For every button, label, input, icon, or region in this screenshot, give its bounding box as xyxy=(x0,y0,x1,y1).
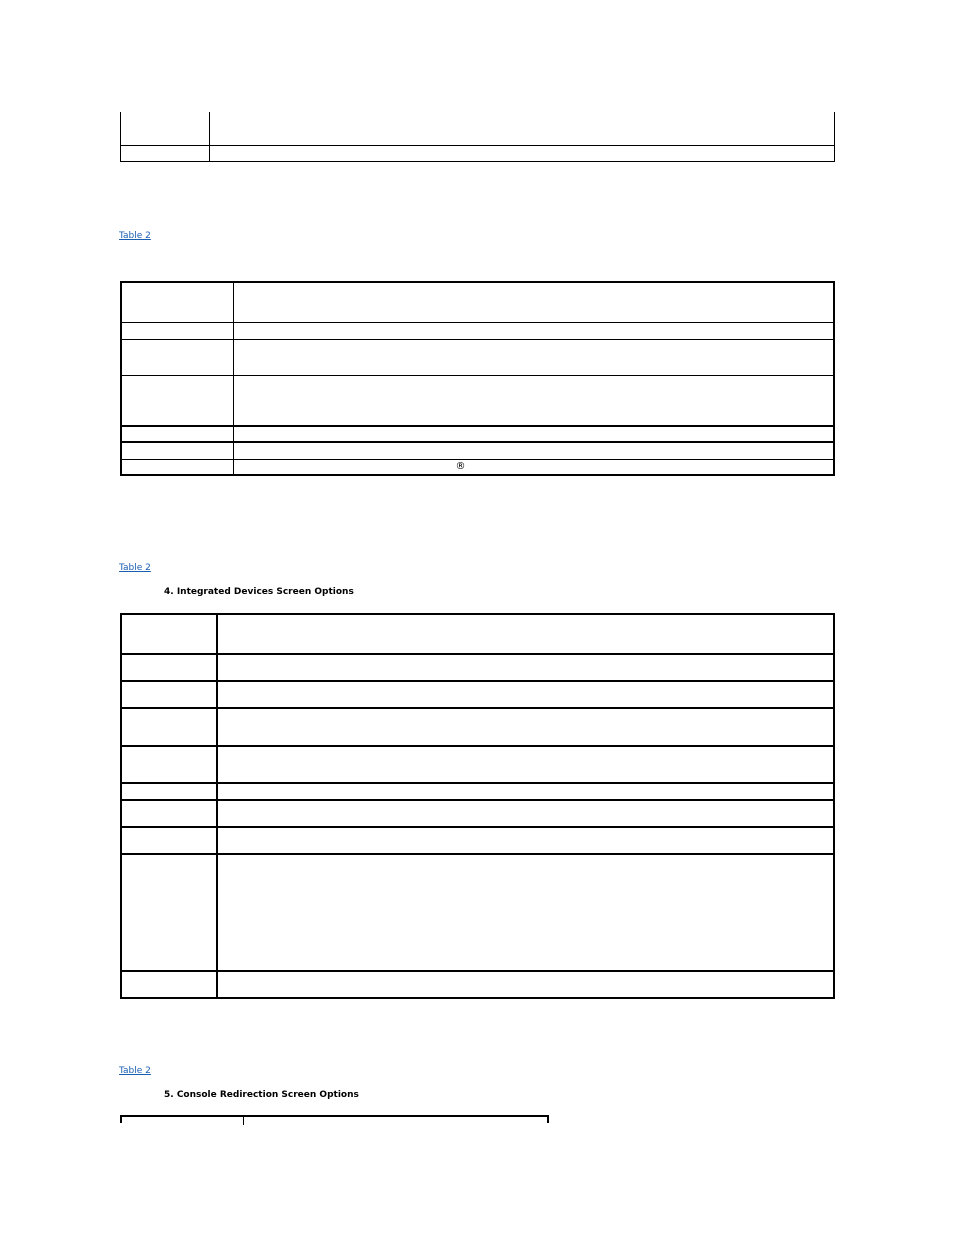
caption-integrated-devices: 4. Integrated Devices Screen Options xyxy=(164,587,354,597)
table-row xyxy=(121,322,834,339)
registered-symbol: ® xyxy=(455,460,466,472)
table-2-link[interactable]: Table 2 xyxy=(119,563,151,573)
table-row xyxy=(121,827,834,854)
table-cell xyxy=(210,112,835,145)
table-row xyxy=(121,614,834,654)
table-row xyxy=(121,654,834,681)
table-row xyxy=(121,375,834,426)
caption-console-redirection: 5. Console Redirection Screen Options xyxy=(164,1090,359,1100)
table-2-link[interactable]: Table 2 xyxy=(119,1066,151,1076)
table-row xyxy=(121,783,834,800)
table-cell xyxy=(121,145,210,161)
options-table-2 xyxy=(120,281,835,476)
table-row xyxy=(121,681,834,708)
table-row xyxy=(121,708,834,746)
table-row xyxy=(121,282,834,322)
table-cell xyxy=(210,145,835,161)
column-divider xyxy=(243,1117,244,1125)
table-row xyxy=(121,854,834,971)
table-cell xyxy=(121,112,210,145)
table-row xyxy=(121,746,834,783)
table-row xyxy=(121,971,834,998)
integrated-devices-table xyxy=(120,613,835,999)
table-row xyxy=(121,442,834,459)
table-row xyxy=(121,800,834,827)
table-row xyxy=(121,112,835,145)
table-row xyxy=(121,339,834,375)
console-redirection-table-top xyxy=(120,1115,549,1123)
table-row xyxy=(121,459,834,475)
table-2-link[interactable]: Table 2 xyxy=(119,231,151,241)
top-table-fragment xyxy=(120,112,835,162)
table-row xyxy=(121,426,834,442)
table-row xyxy=(121,145,835,161)
